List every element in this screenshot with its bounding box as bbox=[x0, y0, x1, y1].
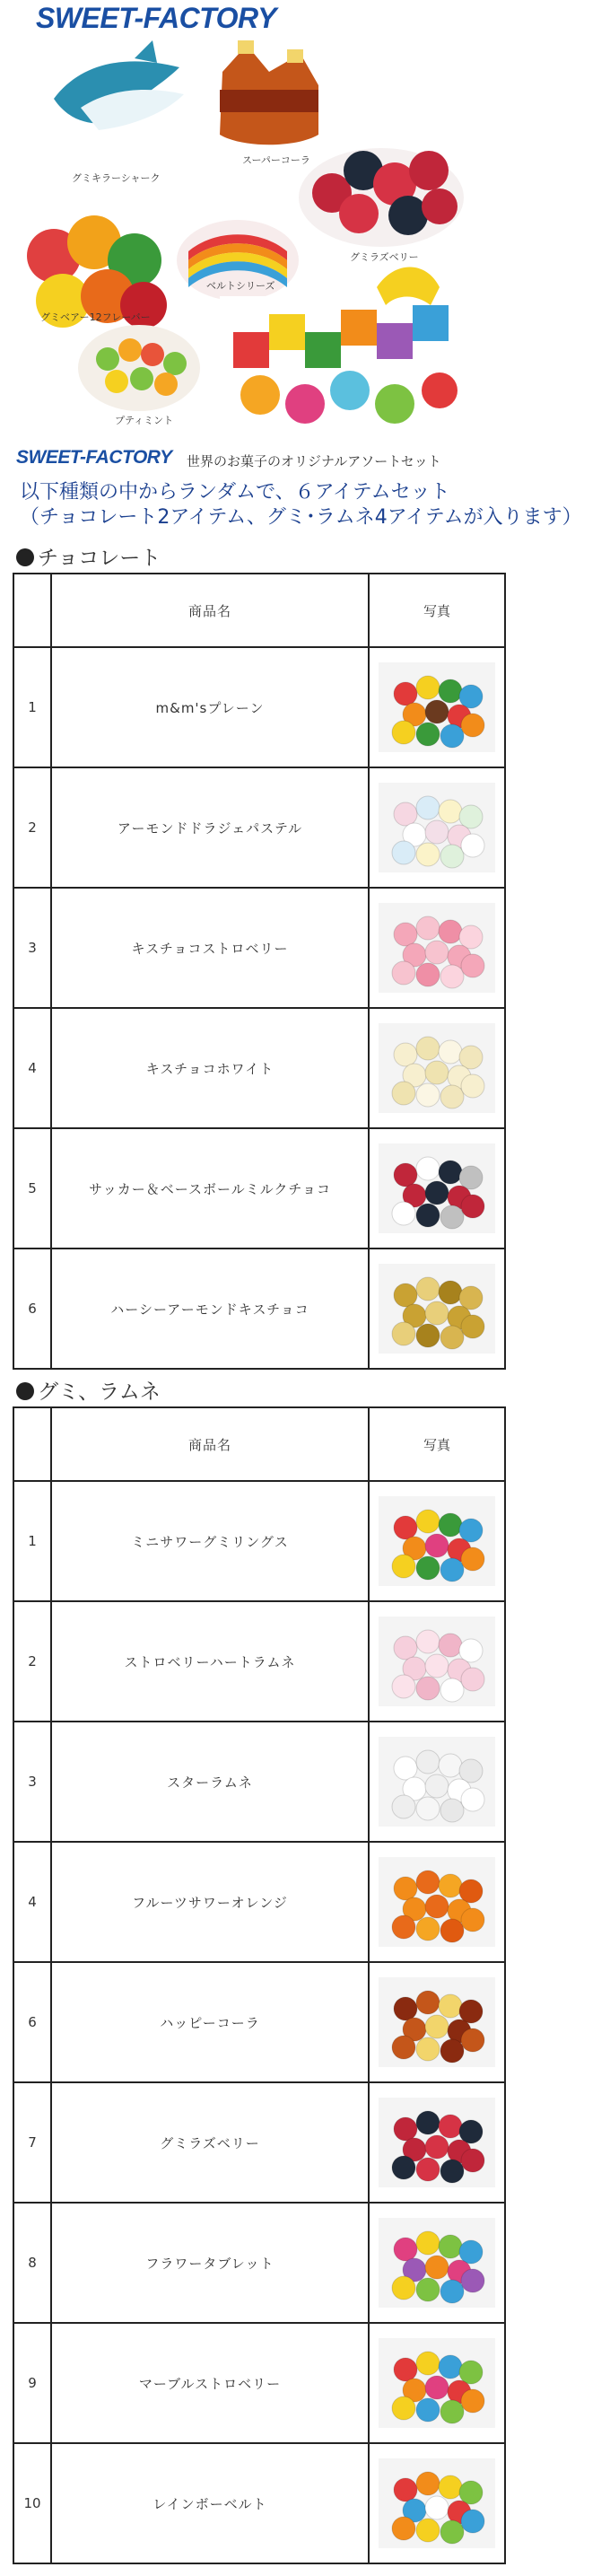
item-number: 9 bbox=[13, 2323, 51, 2443]
item-number: 6 bbox=[13, 1962, 51, 2082]
item-photo-cell bbox=[369, 1842, 505, 1962]
table-row bbox=[13, 1249, 505, 1369]
item-number: 3 bbox=[13, 888, 51, 1008]
item-photo-cell bbox=[369, 2203, 505, 2323]
item-photo-cell bbox=[369, 1481, 505, 1601]
table-header-row bbox=[13, 574, 505, 647]
item-name: マーブルストロベリー bbox=[51, 2323, 369, 2443]
item-number: 6 bbox=[13, 1249, 51, 1369]
shark-gummy-image bbox=[54, 40, 184, 130]
table-row bbox=[13, 888, 505, 1008]
item-photo-cell bbox=[369, 888, 505, 1008]
heart-ramune-photo bbox=[379, 1617, 495, 1706]
gummy-table bbox=[13, 1406, 506, 2564]
table-row bbox=[13, 647, 505, 767]
table-row bbox=[13, 2082, 505, 2203]
item-name: レインボーベルト bbox=[51, 2443, 369, 2563]
table-row bbox=[13, 1842, 505, 1962]
item-number: 2 bbox=[13, 767, 51, 888]
marble-candy-photo bbox=[379, 2338, 495, 2428]
bullet-icon bbox=[16, 1382, 34, 1400]
hero-candy-illustration bbox=[0, 36, 610, 444]
star-ramune-photo bbox=[379, 1737, 495, 1827]
orange-gummy-photo bbox=[379, 1857, 495, 1947]
item-name: ハッピーコーラ bbox=[51, 1962, 369, 2082]
item-name: m&m'sプレーン bbox=[51, 647, 369, 767]
item-photo-cell bbox=[369, 2443, 505, 2563]
lead-line-2: （チョコレート2アイテム、グミ･ラムネ4アイテムが入ります） bbox=[20, 506, 582, 529]
item-number: 5 bbox=[13, 1128, 51, 1249]
kiss-strawberry-photo bbox=[379, 903, 495, 993]
cola-gummy-photo bbox=[379, 1977, 495, 2067]
kiss-white-photo bbox=[379, 1023, 495, 1113]
item-name: グミラズベリー bbox=[51, 2082, 369, 2203]
item-name: アーモンドドラジェパステル bbox=[51, 767, 369, 888]
petit-mint-image bbox=[78, 325, 200, 411]
flower-tablet-photo bbox=[379, 2218, 495, 2308]
section-heading-gummy-label: グミ、ラムネ bbox=[38, 1380, 161, 1404]
raspberry-gummy-image bbox=[299, 148, 464, 247]
item-name: サッカー＆ベースボールミルクチョコ bbox=[51, 1128, 369, 1249]
hero-collage bbox=[0, 36, 610, 444]
table-row bbox=[13, 1962, 505, 2082]
raspberry-gummy-photo bbox=[379, 2098, 495, 2187]
item-name: ストロベリーハートラムネ bbox=[51, 1601, 369, 1722]
chocolate-table bbox=[13, 573, 506, 1370]
hershey-kiss-photo bbox=[379, 1264, 495, 1354]
table-row bbox=[13, 1601, 505, 1722]
hero-label-bear: グミベアー12フレーバー bbox=[40, 311, 151, 323]
header-num-cell bbox=[13, 1407, 51, 1481]
item-number: 4 bbox=[13, 1842, 51, 1962]
item-number: 2 bbox=[13, 1601, 51, 1722]
header-photo-cell: 写真 bbox=[369, 1407, 505, 1481]
item-photo-cell bbox=[369, 1249, 505, 1369]
header-num-cell bbox=[13, 574, 51, 647]
item-photo-cell bbox=[369, 767, 505, 888]
hero-label-cola: スーパーコーラ bbox=[242, 154, 310, 166]
table-row bbox=[13, 2443, 505, 2563]
brand-logo-small: SWEET-FACTORY bbox=[16, 447, 172, 468]
item-name: キスチョコホワイト bbox=[51, 1008, 369, 1128]
brand-logo: SWEET-FACTORY bbox=[36, 2, 276, 34]
item-number: 8 bbox=[13, 2203, 51, 2323]
item-number: 1 bbox=[13, 647, 51, 767]
section-heading-chocolate-label: チョコレート bbox=[38, 547, 161, 570]
item-photo-cell bbox=[369, 647, 505, 767]
table-header-row bbox=[13, 1407, 505, 1481]
item-photo-cell bbox=[369, 1722, 505, 1842]
cola-gummy-image bbox=[220, 40, 318, 145]
gummy-rings-photo bbox=[379, 1496, 495, 1586]
hero-label-belt: ベルトシリーズ bbox=[206, 280, 275, 292]
item-name: キスチョコストロベリー bbox=[51, 888, 369, 1008]
item-name: フルーツサワーオレンジ bbox=[51, 1842, 369, 1962]
table-row bbox=[13, 1008, 505, 1128]
item-name: ミニサワーグミリングス bbox=[51, 1481, 369, 1601]
hero-label-shark: グミキラーシャーク bbox=[72, 172, 161, 184]
soccer-ball-chocolate-photo bbox=[379, 1143, 495, 1233]
section-heading-chocolate bbox=[16, 541, 161, 571]
item-number: 3 bbox=[13, 1722, 51, 1842]
mms-photo bbox=[379, 662, 495, 752]
table-row bbox=[13, 767, 505, 888]
section-heading-gummy bbox=[16, 1375, 161, 1405]
item-number: 10 bbox=[13, 2443, 51, 2563]
header-photo-cell: 写真 bbox=[369, 574, 505, 647]
item-photo-cell bbox=[369, 2323, 505, 2443]
table-row bbox=[13, 1128, 505, 1249]
header-name-cell: 商品名 bbox=[51, 574, 369, 647]
table-row bbox=[13, 1722, 505, 1842]
item-name: スターラムネ bbox=[51, 1722, 369, 1842]
item-photo-cell bbox=[369, 1962, 505, 2082]
lead-text bbox=[20, 480, 582, 530]
hero-label-mint: プティミント bbox=[115, 415, 174, 426]
table-row bbox=[13, 2203, 505, 2323]
lead-line-1: 以下種類の中からランダムで、６アイテムセット bbox=[20, 481, 450, 504]
bullet-icon bbox=[16, 548, 34, 566]
item-name: ハーシーアーモンドキスチョコ bbox=[51, 1249, 369, 1369]
item-photo-cell bbox=[369, 1601, 505, 1722]
hero-label-raspberry: グミラズベリー bbox=[350, 251, 419, 263]
item-number: 7 bbox=[13, 2082, 51, 2203]
item-number: 4 bbox=[13, 1008, 51, 1128]
tagline: 世界のお菓子のオリジナルアソートセット bbox=[187, 453, 441, 469]
table-row bbox=[13, 2323, 505, 2443]
item-number: 1 bbox=[13, 1481, 51, 1601]
item-photo-cell bbox=[369, 2082, 505, 2203]
item-name: フラワータブレット bbox=[51, 2203, 369, 2323]
item-photo-cell bbox=[369, 1128, 505, 1249]
dragee-photo bbox=[379, 783, 495, 872]
rainbow-belt-photo bbox=[379, 2458, 495, 2548]
header-name-cell: 商品名 bbox=[51, 1407, 369, 1481]
table-row bbox=[13, 1481, 505, 1601]
item-photo-cell bbox=[369, 1008, 505, 1128]
